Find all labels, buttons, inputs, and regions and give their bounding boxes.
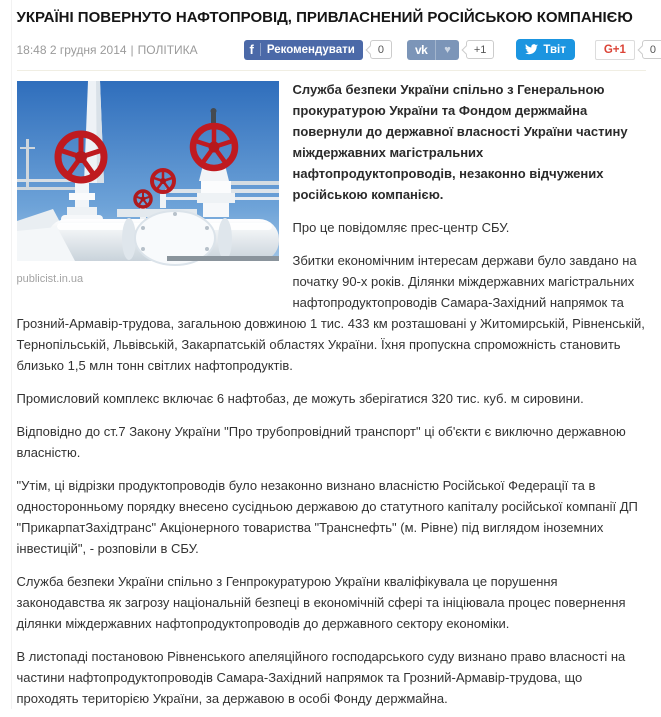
gplus-count: 0 bbox=[642, 40, 661, 59]
paragraph-1: Про це повідомляє прес-центр СБУ. bbox=[17, 217, 646, 238]
facebook-icon: f bbox=[250, 43, 261, 56]
vk-like-button[interactable] bbox=[407, 40, 459, 60]
paragraph-4: Відповідно до ст.7 Закону України "Про трубопровідний транспорт" ці об'єкти є виключно державною власністю. bbox=[17, 421, 646, 463]
gplus-button[interactable]: G+1 bbox=[595, 40, 635, 60]
meta-separator: | bbox=[131, 43, 134, 57]
tweet-button[interactable] bbox=[516, 39, 574, 60]
facebook-like-button[interactable] bbox=[244, 40, 363, 60]
facebook-share-group bbox=[244, 40, 392, 60]
category-link[interactable]: ПОЛІТИКА bbox=[138, 43, 198, 57]
article-body bbox=[17, 79, 646, 709]
paragraph-5: "Утім, ці відрізки продуктопроводів було незаконно визнано власністю Російської Федерації та в односторонньому порядку внесено сусідньою державою до статутного капіталу російської компанії ДП "ПрикарпатЗахідтранс" Акціонерного товариства "Транснефть" (м. Рівне) під виглядом іноземних інвестицій", - розповіли в СБУ. bbox=[17, 475, 646, 559]
vk-share-group bbox=[407, 40, 494, 60]
paragraph-2: Збитки економічним інтересам держави було завдано на початку 90-х років. Ділянки міждержавних магістральних нафтопродуктопроводів Самара-Західний напрямок та Грозний-Армавір-трудова, загальною довжиною 1 тис. 433 км розташовані у Житомирській, Рівненській, Тернопільській, Львівській, Закарпатській областях України. Їхня пропускна спроможність становить близько 1,5 млн тонн світлих нафтопродуктів. bbox=[17, 250, 646, 376]
article-figure bbox=[17, 81, 279, 290]
pipeline-photo bbox=[17, 81, 279, 261]
publish-datetime: 18:48 2 грудня 2014 bbox=[17, 43, 127, 57]
article-meta-row bbox=[17, 39, 646, 71]
article-page bbox=[11, 0, 651, 709]
heart-icon: ♥ bbox=[436, 40, 459, 60]
article-meta bbox=[17, 43, 244, 57]
page-title: УКРАЇНІ ПОВЕРНУТО НАФТОПРОВІД, ПРИВЛАСНЕНИЙ РОСІЙСЬКОЮ КОМПАНІЄЮ bbox=[17, 0, 646, 28]
vk-like-count: +1 bbox=[466, 40, 495, 59]
gplus-share-group bbox=[595, 40, 661, 60]
vk-icon: vk bbox=[407, 40, 436, 60]
facebook-like-count: 0 bbox=[370, 40, 392, 59]
twitter-bird-icon bbox=[525, 44, 538, 55]
paragraph-7: В листопаді постановою Рівненського апеляційного господарського суду визнано право власності на частини нафтопродуктопроводів Самара-Західний напрямок та Грозний-Армавір-трудова, що проходять територією України, за державою в особі Фонду держмайна. bbox=[17, 646, 646, 709]
share-bar bbox=[244, 39, 661, 60]
tweet-label: Твіт bbox=[543, 44, 565, 56]
lead-paragraph: Служба безпеки України спільно з Генеральною прокуратурою України та Фондом держмайна повернули до державної власності України частину міждержавних магістральних нафтопродуктопроводів, незаконно відчужених російською компанією. bbox=[17, 79, 646, 205]
facebook-like-label: Рекомендувати bbox=[267, 44, 355, 56]
paragraph-6: Служба безпеки України спільно з Генпрокуратурою України кваліфікувала це порушення законодавства як загрозу національній безпеці в економічній сфері та ініціювала процес повернення ділянки міждержавних нафтопродуктопроводів до державного сектору економіки. bbox=[17, 571, 646, 634]
figure-caption: publicist.in.ua bbox=[17, 269, 279, 290]
paragraph-3: Промисловий комплекс включає 6 нафтобаз, де можуть зберігатися 320 тис. куб. м сировини. bbox=[17, 388, 646, 409]
